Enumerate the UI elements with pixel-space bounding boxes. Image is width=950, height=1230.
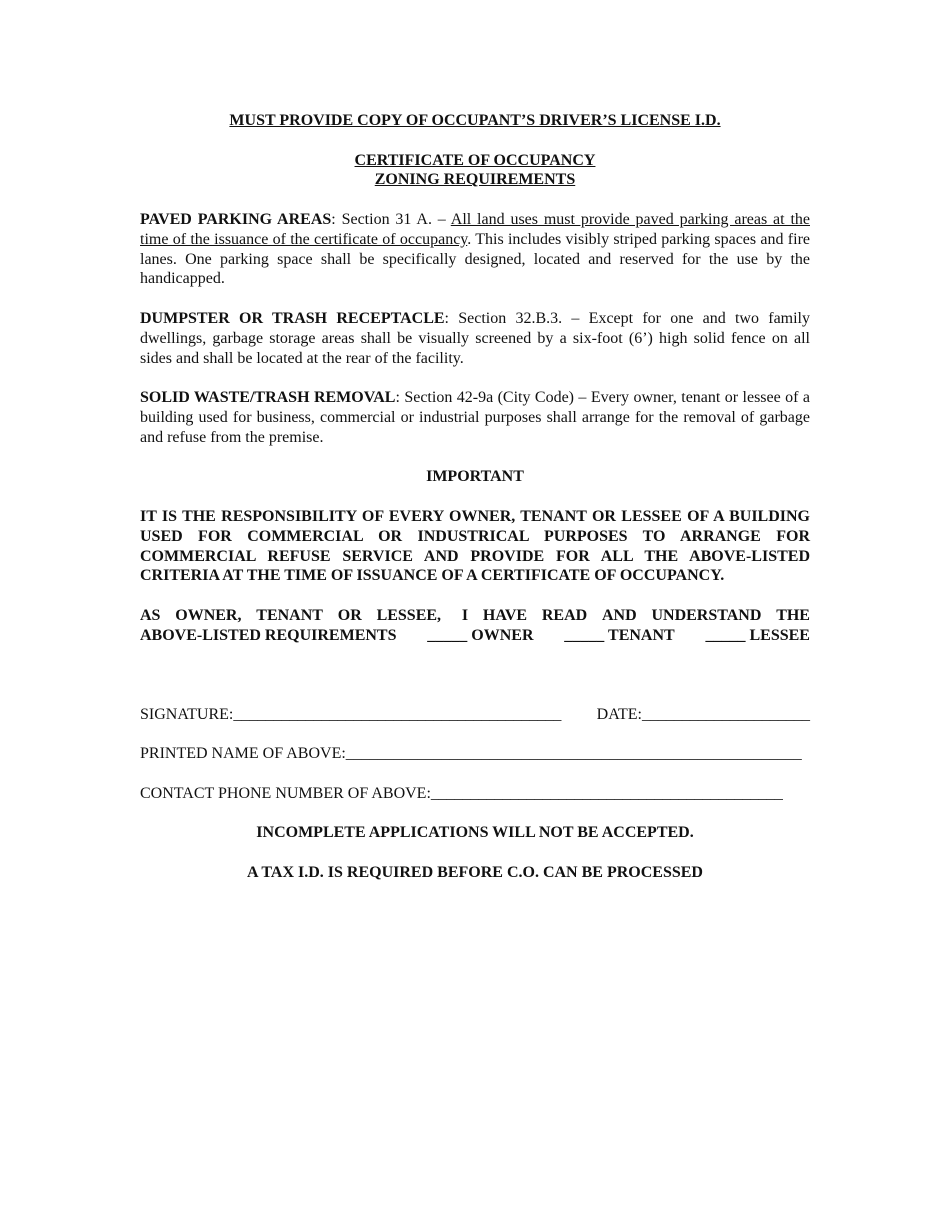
lessee-blank[interactable]: _____ [705, 626, 746, 644]
dumpster-heading: DUMPSTER OR TRASH RECEPTACLE [140, 309, 445, 327]
dumpster-text: : Section 32.B.3. – Except for one and two family dwellings, garbage storage areas shall be visually screened by a six-foot (6’) high solid fence on all sides and shall be located at the rear of the facility. [140, 309, 810, 367]
waste-heading: SOLID WASTE/TRASH REMOVAL [140, 389, 396, 407]
printed-name-label: PRINTED NAME OF ABOVE: [140, 745, 346, 763]
important-text: IT IS THE RESPONSIBILITY OF EVERY OWNER, TENANT OR LESSEE OF A BUILDING USED FOR COMMERCIAL OR INDUSTRICAL PURPOSES TO ARRANGE FOR COMMERCIAL REFUSE SERVICE AND PROVIDE FOR ALL THE ABOVE-LISTED CRITERIA AT THE TIME OF ISSUANCE OF A CERTIFICATE OF OCCUPANCY. [140, 507, 810, 585]
ack-line-2 [140, 626, 810, 646]
signature-field[interactable] [140, 705, 561, 725]
important-heading: IMPORTANT [426, 468, 524, 486]
tax-id-notice: A TAX I.D. IS REQUIRED BEFORE C.O. CAN BE PROCESSED [247, 863, 703, 881]
ack-word: TENANT [256, 606, 323, 624]
parking-heading: PAVED PARKING AREAS [140, 210, 332, 228]
ack-word: LESSEE, [376, 606, 442, 624]
ack-word: I [461, 606, 469, 624]
parking-rest: . This includes visibly striped parking spaces and fire lanes. One parking space shall be specifically designed, located and reserved for the use by the handicapped. [140, 230, 810, 288]
ack-requirements-label: ABOVE-LISTED REQUIREMENTS [140, 626, 397, 644]
owner-blank[interactable]: _____ [427, 626, 468, 644]
document-title [140, 151, 810, 191]
lessee-option[interactable] [705, 626, 809, 646]
ack-word: UNDERSTAND [651, 606, 762, 624]
ack-word: OR [337, 606, 362, 624]
printed-name-line[interactable]: _________________________________________________________ [345, 745, 802, 763]
section-dumpster [140, 309, 810, 368]
parking-ref: : Section 31 A. – [331, 210, 451, 228]
phone-label: CONTACT PHONE NUMBER OF ABOVE: [140, 784, 431, 802]
signature-line[interactable]: _________________________________________ [233, 705, 562, 723]
waste-text: : Section 42-9a (City Code) – Every owner, tenant or lessee of a building used for business, commercial or industrial purposes shall arrange for the removal of garbage and refuse from the premise. [140, 389, 811, 446]
ack-word: READ [541, 606, 588, 624]
tenant-option[interactable] [564, 626, 674, 646]
section-solid-waste [140, 388, 810, 447]
date-field[interactable] [597, 705, 810, 725]
ack-word: AND [601, 606, 637, 624]
ack-word: THE [776, 606, 810, 624]
incomplete-notice: INCOMPLETE APPLICATIONS WILL NOT BE ACCEPTED. [256, 824, 694, 842]
ack-word: HAVE [482, 606, 528, 624]
title-line-1: CERTIFICATE OF OCCUPANCY [354, 151, 596, 169]
ack-word: AS [140, 606, 161, 624]
license-notice: MUST PROVIDE COPY OF OCCUPANT’S DRIVER’S LICENSE I.D. [229, 112, 721, 129]
section-paved-parking [140, 210, 810, 289]
ack-line-1 [140, 606, 810, 626]
signature-label: SIGNATURE: [140, 705, 234, 723]
parking-underlined: All land uses must provide paved parking areas at the time of the issuance of the certificate of occupancy [140, 210, 810, 248]
owner-label: OWNER [471, 626, 534, 644]
phone-field[interactable] [140, 784, 810, 804]
phone-line[interactable]: ____________________________________________ [430, 784, 783, 802]
title-line-2: ZONING REQUIREMENTS [374, 171, 576, 189]
date-line[interactable]: _____________________ [642, 705, 810, 723]
ack-word: OWNER, [175, 606, 242, 624]
printed-name-field[interactable] [140, 744, 810, 764]
acknowledgement [140, 606, 810, 646]
lessee-label: LESSEE [749, 626, 810, 644]
owner-option[interactable] [427, 626, 533, 646]
tenant-label: TENANT [608, 626, 675, 644]
signature-row [140, 705, 810, 725]
tenant-blank[interactable]: _____ [564, 626, 605, 644]
date-label: DATE: [596, 705, 642, 723]
